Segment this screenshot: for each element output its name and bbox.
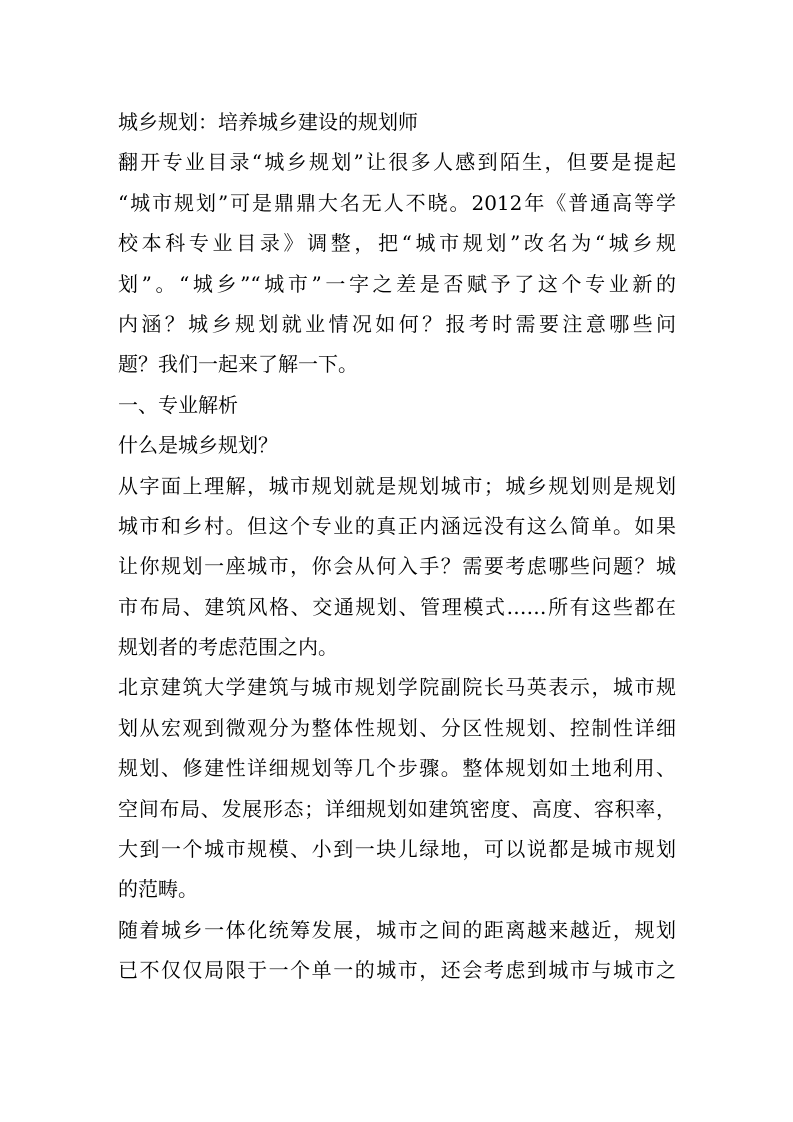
text-line: 让你规划一座城市，你会从何入手？需要考虑哪些问题？城 — [118, 554, 676, 579]
paragraph — [118, 385, 676, 425]
text-line: 从字面上理解，城市规划就是规划城市；城乡规划则是规划 — [118, 473, 676, 498]
text-line: 空间布局、发展形态；详细规划如建筑密度、高度、容积率， — [118, 796, 676, 821]
document-page — [118, 102, 676, 991]
paragraph — [118, 910, 676, 991]
text-line: 北京建筑大学建筑与城市规划学院副院长马英表示，城市规 — [118, 675, 676, 700]
text-line: 城市和乡村。但这个专业的真正内涵远没有这么简单。如果 — [118, 513, 676, 538]
text-line: 一、专业解析 — [118, 392, 238, 417]
paragraph — [118, 425, 676, 465]
text-line: 翻开专业目录“城乡规划”让很多人感到陌生，但要是提起 — [118, 150, 676, 175]
text-line: 规划者的考虑范围之内。 — [118, 635, 338, 660]
paragraph — [118, 466, 676, 668]
text-line: 大到一个城市规模、小到一块儿绿地，可以说都是城市规划 — [118, 837, 676, 862]
paragraph — [118, 142, 676, 384]
text-line: 市布局、建筑风格、交通规划、管理模式……所有这些都在 — [118, 594, 676, 619]
text-line: 内涵？城乡规划就业情况如何？报考时需要注意哪些问 — [118, 311, 676, 336]
text-line: 什么是城乡规划？ — [118, 433, 278, 458]
text-line: 校本科专业目录》调整，把“城市规划”改名为“城乡规 — [118, 231, 676, 256]
document-title: 城乡规划：培养城乡建设的规划师 — [118, 110, 418, 134]
text-line: 规划、修建性详细规划等几个步骤。整体规划如土地利用、 — [118, 756, 676, 781]
text-line: 已不仅仅局限于一个单一的城市，还会考虑到城市与城市之 — [118, 958, 676, 983]
text-line: 的范畴。 — [118, 877, 198, 902]
text-line: 随着城乡一体化统筹发展，城市之间的距离越来越近，规划 — [118, 917, 676, 942]
text-line: 划从宏观到微观分为整体性规划、分区性规划、控制性详细 — [118, 715, 676, 740]
text-line: “城市规划”可是鼎鼎大名无人不晓。2012年《普通高等学 — [118, 190, 676, 215]
text-line: 题？我们一起来了解一下。 — [118, 352, 358, 377]
paragraph — [118, 667, 676, 909]
document-body — [118, 142, 676, 990]
text-line: 划”。“城乡”“城市”一字之差是否赋予了这个专业新的 — [118, 271, 676, 296]
